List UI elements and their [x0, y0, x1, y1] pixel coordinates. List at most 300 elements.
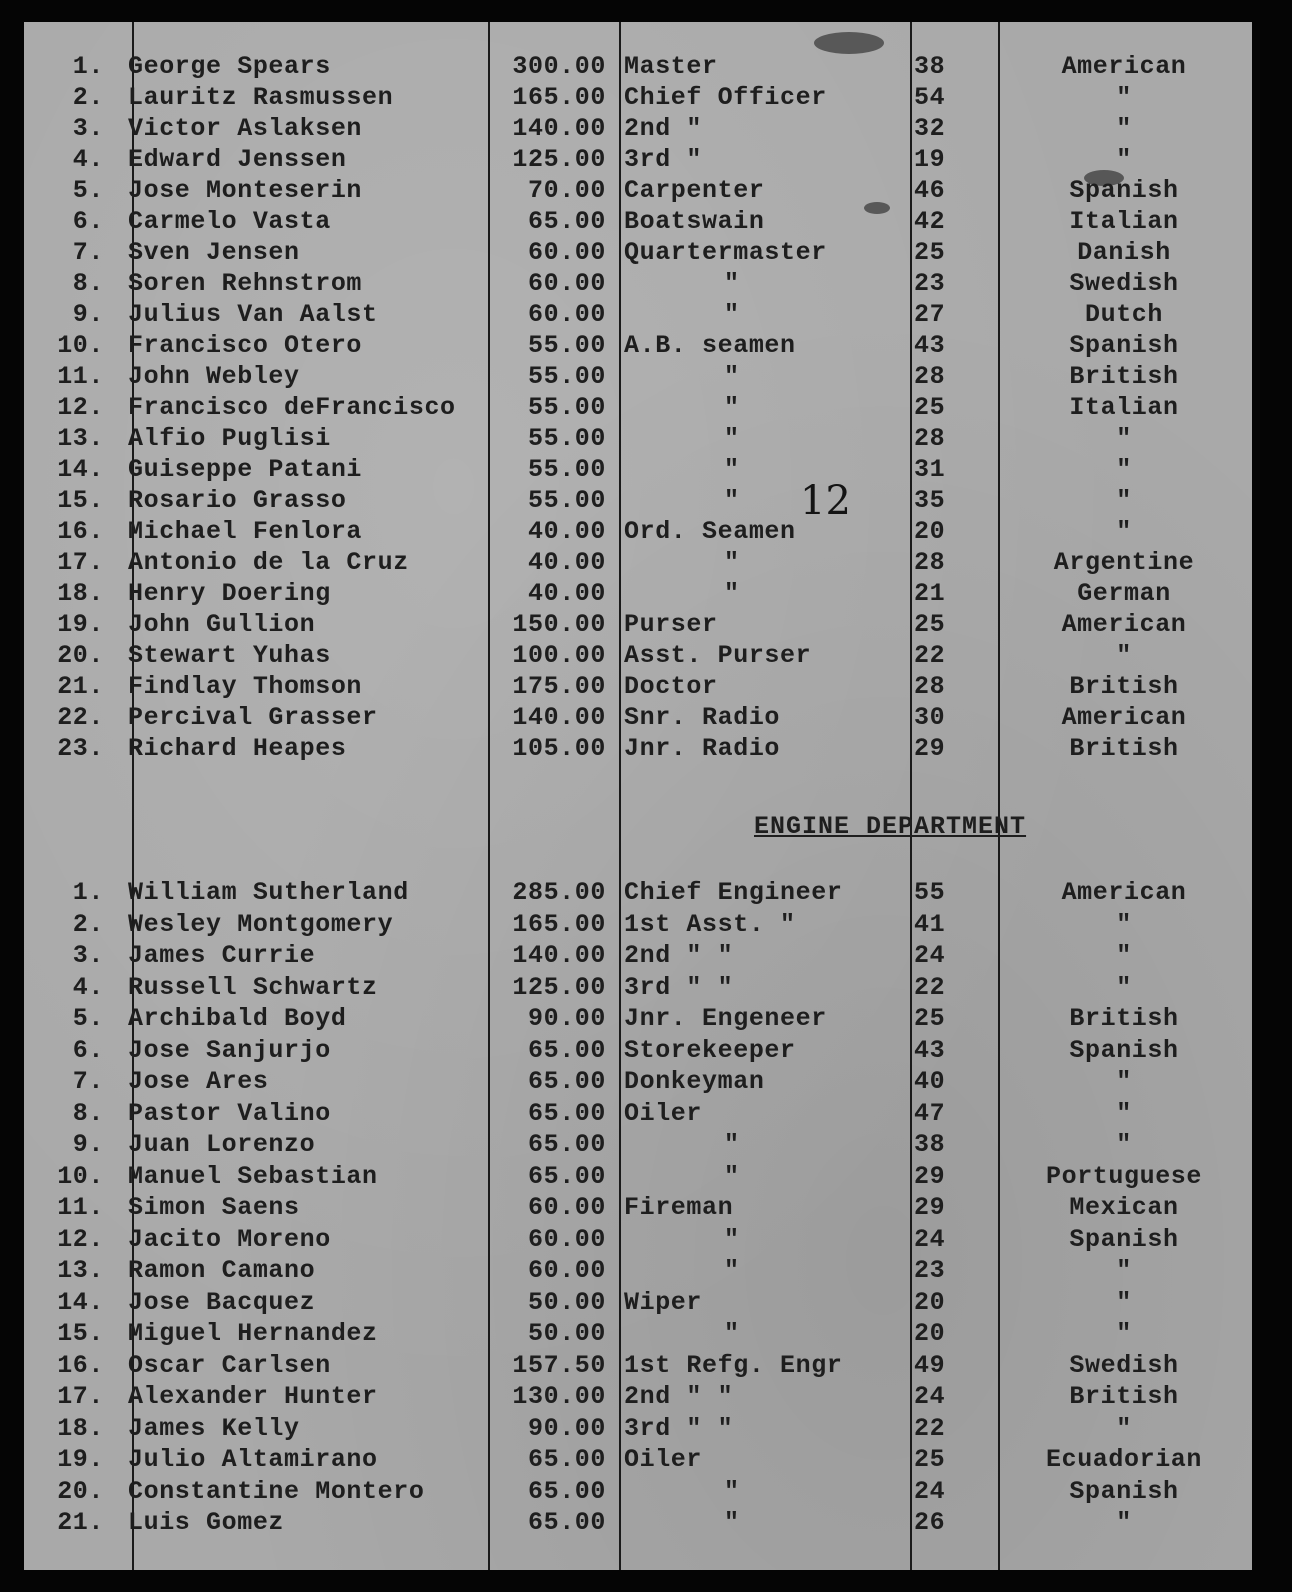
- crew-number: 14.: [57, 455, 104, 484]
- crew-row: [24, 579, 1252, 609]
- crew-nationality: ": [1116, 909, 1132, 939]
- crew-rating: Fireman: [624, 1193, 734, 1222]
- crew-name: Oscar Carlsen: [128, 1350, 331, 1380]
- crew-number: 2.: [72, 83, 104, 112]
- crew-name: Wesley Montgomery: [128, 909, 394, 939]
- crew-age: 22: [914, 972, 946, 1002]
- crew-rating: 3rd " ": [624, 1413, 734, 1443]
- crew-number: 12.: [57, 393, 104, 422]
- crew-number: 18.: [57, 579, 104, 608]
- crew-number: 19.: [57, 610, 104, 639]
- crew-age: 54: [914, 83, 946, 112]
- crew-number: 12.: [57, 1224, 104, 1254]
- crew-nationality: Danish: [1077, 238, 1171, 267]
- crew-age: 22: [914, 1413, 946, 1443]
- crew-row: [24, 269, 1252, 299]
- crew-name: Simon Saens: [128, 1193, 300, 1222]
- crew-row: [24, 1067, 1252, 1097]
- crew-rating: 2nd " ": [624, 1382, 734, 1411]
- crew-name: Alfio Puglisi: [128, 424, 331, 453]
- crew-nationality: ": [1116, 145, 1132, 174]
- crew-row: [24, 548, 1252, 578]
- crew-rating: ": [724, 1130, 740, 1159]
- crew-age: 38: [914, 1130, 946, 1159]
- crew-wage: 65.00: [527, 1508, 606, 1537]
- crew-nationality: British: [1069, 672, 1179, 701]
- crew-nationality: ": [1116, 517, 1132, 546]
- crew-nationality: Ecuadorian: [1045, 1445, 1203, 1474]
- crew-rating: Oiler: [624, 1445, 703, 1474]
- crew-row: [24, 1256, 1252, 1286]
- crew-rating: Chief Engineer: [624, 878, 843, 907]
- crew-number: 16.: [57, 517, 104, 546]
- crew-number: 11.: [57, 1193, 104, 1222]
- crew-wage: 65.00: [527, 1445, 606, 1474]
- crew-name: Francisco deFrancisco: [128, 393, 456, 422]
- crew-age: 25: [914, 238, 946, 267]
- crew-age: 55: [914, 878, 946, 907]
- crew-wage: 105.00: [512, 734, 606, 763]
- handwritten-page-number: 12: [800, 478, 851, 524]
- crew-number: 4.: [72, 145, 104, 174]
- crew-number: 21.: [57, 672, 104, 701]
- crew-row: [24, 517, 1252, 547]
- crew-row: [24, 393, 1252, 423]
- crew-age: 43: [914, 1035, 946, 1065]
- crew-rating: Donkeyman: [624, 1067, 765, 1096]
- crew-age: 24: [914, 941, 946, 970]
- crew-name: Russell Schwartz: [128, 972, 378, 1002]
- crew-nationality: ": [1116, 1067, 1132, 1096]
- crew-row: [24, 1445, 1252, 1475]
- crew-rating: Ord. Seamen: [624, 517, 796, 546]
- crew-nationality: ": [1116, 1256, 1132, 1285]
- crew-age: 49: [914, 1350, 946, 1380]
- crew-rating: ": [724, 455, 740, 484]
- crew-rating: Purser: [624, 610, 718, 639]
- crew-nationality: Mexican: [1069, 1193, 1179, 1222]
- crew-wage: 65.00: [527, 1161, 606, 1191]
- crew-number: 3.: [72, 114, 104, 143]
- crew-name: Jose Monteserin: [128, 176, 363, 205]
- crew-wage: 40.00: [527, 579, 606, 608]
- crew-nationality: Spanish: [1069, 1224, 1179, 1254]
- crew-wage: 90.00: [527, 1413, 606, 1443]
- crew-name: Victor Aslaksen: [128, 114, 363, 143]
- crew-rating: ": [724, 424, 740, 453]
- crew-wage: 65.00: [527, 1476, 606, 1506]
- crew-nationality: Italian: [1069, 207, 1179, 236]
- crew-wage: 60.00: [527, 300, 606, 329]
- crew-number: 13.: [57, 424, 104, 453]
- crew-wage: 55.00: [527, 486, 606, 515]
- crew-wage: 40.00: [527, 548, 606, 577]
- crew-nationality: ": [1116, 486, 1132, 515]
- crew-wage: 165.00: [512, 909, 606, 939]
- crew-age: 20: [914, 1287, 946, 1317]
- crew-row: [24, 114, 1252, 144]
- crew-wage: 130.00: [512, 1382, 606, 1411]
- crew-wage: 125.00: [512, 972, 606, 1002]
- crew-name: Antonio de la Cruz: [128, 548, 409, 577]
- crew-age: 24: [914, 1476, 946, 1506]
- crew-wage: 55.00: [527, 362, 606, 391]
- crew-row: [24, 207, 1252, 237]
- crew-rating: 2nd ": [624, 114, 703, 143]
- crew-wage: 65.00: [527, 1067, 606, 1096]
- crew-rating: Jnr. Engeneer: [624, 1004, 827, 1033]
- crew-rating: ": [724, 362, 740, 391]
- crew-number: 22.: [57, 703, 104, 732]
- crew-nationality: Spanish: [1069, 176, 1179, 205]
- crew-rating: Boatswain: [624, 207, 765, 236]
- crew-rating: Quartermaster: [624, 238, 827, 267]
- crew-nationality: ": [1116, 1098, 1132, 1128]
- crew-number: 21.: [57, 1508, 104, 1537]
- crew-wage: 50.00: [527, 1287, 606, 1317]
- crew-age: 20: [914, 517, 946, 546]
- crew-age: 29: [914, 734, 946, 763]
- crew-name: Carmelo Vasta: [128, 207, 331, 236]
- crew-rating: Chief Officer: [624, 83, 827, 112]
- crew-row: [24, 1036, 1252, 1066]
- crew-row: [24, 1288, 1252, 1318]
- crew-rating: ": [724, 1319, 740, 1348]
- crew-row: [24, 362, 1252, 392]
- crew-wage: 65.00: [527, 1130, 606, 1159]
- crew-nationality: ": [1116, 83, 1132, 112]
- crew-wage: 65.00: [527, 207, 606, 236]
- crew-nationality: American: [1061, 878, 1187, 907]
- crew-age: 32: [914, 114, 946, 143]
- crew-name: James Kelly: [128, 1413, 300, 1443]
- crew-name: William Sutherland: [128, 878, 409, 907]
- crew-age: 35: [914, 486, 946, 515]
- crew-age: 25: [914, 610, 946, 639]
- crew-nationality: Spanish: [1069, 331, 1179, 360]
- crew-wage: 55.00: [527, 455, 606, 484]
- crew-row: [24, 1477, 1252, 1507]
- crew-rating: ": [724, 269, 740, 298]
- crew-nationality: American: [1061, 703, 1187, 732]
- crew-nationality: British: [1069, 1004, 1179, 1033]
- crew-row: [24, 1382, 1252, 1412]
- crew-number: 5.: [72, 176, 104, 205]
- crew-age: 23: [914, 269, 946, 298]
- crew-name: Constantine Montero: [128, 1476, 425, 1506]
- crew-number: 15.: [57, 1319, 104, 1348]
- crew-name: Julio Altamirano: [128, 1445, 378, 1474]
- crew-rating: Carpenter: [624, 176, 765, 205]
- crew-number: 8.: [72, 269, 104, 298]
- crew-wage: 285.00: [512, 878, 606, 907]
- crew-row: [24, 703, 1252, 733]
- crew-row: [24, 672, 1252, 702]
- crew-row: [24, 1099, 1252, 1129]
- crew-rating: ": [724, 1161, 740, 1191]
- crew-name: Michael Fenlora: [128, 517, 363, 546]
- crew-name: Juan Lorenzo: [128, 1130, 316, 1159]
- crew-name: Lauritz Rasmussen: [128, 83, 394, 112]
- crew-age: 41: [914, 909, 946, 939]
- crew-name: Alexander Hunter: [128, 1382, 378, 1411]
- crew-list-sheet: [24, 22, 1252, 1570]
- crew-name: John Webley: [128, 362, 300, 391]
- crew-wage: 140.00: [512, 941, 606, 970]
- crew-rating: ": [724, 486, 740, 515]
- crew-age: 38: [914, 52, 946, 81]
- crew-age: 31: [914, 455, 946, 484]
- crew-age: 30: [914, 703, 946, 732]
- crew-nationality: Argentine: [1053, 548, 1195, 577]
- crew-row: [24, 52, 1252, 82]
- crew-age: 21: [914, 579, 946, 608]
- crew-number: 17.: [57, 1382, 104, 1411]
- crew-rating: Oiler: [624, 1098, 703, 1128]
- crew-row: [24, 610, 1252, 640]
- crew-wage: 60.00: [527, 238, 606, 267]
- crew-wage: 60.00: [527, 1224, 606, 1254]
- crew-nationality: ": [1116, 972, 1132, 1002]
- crew-row: [24, 1225, 1252, 1255]
- crew-rating: ": [724, 393, 740, 422]
- crew-row: [24, 878, 1252, 908]
- crew-name: Edward Jenssen: [128, 145, 347, 174]
- crew-age: 26: [914, 1508, 946, 1537]
- crew-number: 13.: [57, 1256, 104, 1285]
- crew-wage: 100.00: [512, 641, 606, 670]
- crew-name: Soren Rehnstrom: [128, 269, 363, 298]
- crew-age: 28: [914, 548, 946, 577]
- crew-number: 6.: [72, 1035, 104, 1065]
- crew-row: [24, 455, 1252, 485]
- crew-number: 1.: [72, 878, 104, 907]
- crew-name: Percival Grasser: [128, 703, 378, 732]
- crew-name: Archibald Boyd: [128, 1004, 347, 1033]
- crew-nationality: Swedish: [1069, 1350, 1179, 1380]
- crew-nationality: ": [1116, 424, 1132, 453]
- crew-age: 27: [914, 300, 946, 329]
- crew-row: [24, 1193, 1252, 1223]
- crew-wage: 60.00: [527, 1256, 606, 1285]
- crew-rating: Asst. Purser: [624, 641, 812, 670]
- crew-number: 11.: [57, 362, 104, 391]
- crew-wage: 140.00: [512, 703, 606, 732]
- crew-age: 20: [914, 1319, 946, 1348]
- crew-rating: Jnr. Radio: [624, 734, 781, 763]
- crew-wage: 300.00: [512, 52, 606, 81]
- crew-row: [24, 300, 1252, 330]
- crew-number: 14.: [57, 1287, 104, 1317]
- crew-number: 5.: [72, 1004, 104, 1033]
- crew-number: 23.: [57, 734, 104, 763]
- crew-name: James Currie: [128, 941, 316, 970]
- crew-row: [24, 1004, 1252, 1034]
- crew-name: Miguel Hernandez: [128, 1319, 378, 1348]
- crew-rating: ": [724, 1476, 740, 1506]
- crew-nationality: German: [1077, 579, 1171, 608]
- crew-wage: 125.00: [512, 145, 606, 174]
- crew-name: George Spears: [128, 52, 331, 81]
- crew-number: 20.: [57, 641, 104, 670]
- crew-wage: 150.00: [512, 610, 606, 639]
- engine-department-heading: ENGINE DEPARTMENT: [754, 812, 1027, 841]
- crew-wage: 55.00: [527, 393, 606, 422]
- crew-rating: ": [724, 300, 740, 329]
- crew-name: Jacito Moreno: [128, 1224, 331, 1254]
- crew-number: 4.: [72, 972, 104, 1002]
- crew-number: 20.: [57, 1476, 104, 1506]
- crew-rating: Doctor: [624, 672, 718, 701]
- crew-age: 25: [914, 1004, 946, 1033]
- crew-nationality: ": [1116, 1287, 1132, 1317]
- crew-rating: 2nd " ": [624, 941, 734, 970]
- crew-row: [24, 176, 1252, 206]
- crew-number: 8.: [72, 1098, 104, 1128]
- crew-number: 2.: [72, 909, 104, 939]
- crew-name: Ramon Camano: [128, 1256, 316, 1285]
- crew-rating: ": [724, 1508, 740, 1537]
- crew-number: 7.: [72, 1067, 104, 1096]
- crew-nationality: ": [1116, 1319, 1132, 1348]
- crew-row: [24, 1162, 1252, 1192]
- crew-age: 43: [914, 331, 946, 360]
- crew-row: [24, 424, 1252, 454]
- crew-age: 47: [914, 1098, 946, 1128]
- crew-age: 23: [914, 1256, 946, 1285]
- crew-wage: 40.00: [527, 517, 606, 546]
- crew-row: [24, 145, 1252, 175]
- crew-row: [24, 910, 1252, 940]
- crew-row: [24, 1508, 1252, 1538]
- crew-number: 6.: [72, 207, 104, 236]
- crew-rating: ": [724, 579, 740, 608]
- crew-row: [24, 331, 1252, 361]
- crew-nationality: British: [1069, 1382, 1179, 1411]
- crew-age: 29: [914, 1193, 946, 1222]
- ink-smudge: [814, 32, 884, 54]
- crew-rating: Master: [624, 52, 718, 81]
- crew-row: [24, 1414, 1252, 1444]
- crew-nationality: ": [1116, 114, 1132, 143]
- crew-age: 40: [914, 1067, 946, 1096]
- crew-age: 28: [914, 672, 946, 701]
- crew-nationality: ": [1116, 941, 1132, 970]
- crew-number: 16.: [57, 1350, 104, 1380]
- crew-name: Manuel Sebastian: [128, 1161, 378, 1191]
- crew-rating: 3rd " ": [624, 972, 734, 1002]
- crew-nationality: Portuguese: [1045, 1161, 1203, 1191]
- crew-name: Henry Doering: [128, 579, 331, 608]
- crew-wage: 70.00: [527, 176, 606, 205]
- crew-nationality: ": [1116, 455, 1132, 484]
- crew-nationality: American: [1061, 52, 1187, 81]
- crew-nationality: American: [1061, 610, 1187, 639]
- crew-wage: 65.00: [527, 1035, 606, 1065]
- crew-rating: Snr. Radio: [624, 703, 781, 732]
- crew-wage: 140.00: [512, 114, 606, 143]
- crew-nationality: Dutch: [1084, 300, 1163, 329]
- crew-wage: 175.00: [512, 672, 606, 701]
- crew-row: [24, 734, 1252, 764]
- crew-name: Richard Heapes: [128, 734, 347, 763]
- crew-age: 29: [914, 1161, 946, 1191]
- crew-age: 46: [914, 176, 946, 205]
- crew-number: 3.: [72, 941, 104, 970]
- crew-number: 9.: [72, 1130, 104, 1159]
- crew-name: Julius Van Aalst: [128, 300, 378, 329]
- crew-age: 28: [914, 424, 946, 453]
- crew-nationality: ": [1116, 641, 1132, 670]
- crew-age: 22: [914, 641, 946, 670]
- crew-number: 7.: [72, 238, 104, 267]
- crew-rating: ": [724, 1256, 740, 1285]
- crew-name: Francisco Otero: [128, 331, 363, 360]
- crew-row: [24, 973, 1252, 1003]
- crew-nationality: Spanish: [1069, 1476, 1179, 1506]
- crew-row: [24, 238, 1252, 268]
- crew-nationality: ": [1116, 1413, 1132, 1443]
- crew-number: 17.: [57, 548, 104, 577]
- crew-name: Pastor Valino: [128, 1098, 331, 1128]
- crew-row: [24, 1351, 1252, 1381]
- crew-name: Jose Bacquez: [128, 1287, 316, 1317]
- crew-rating: 1st Asst. ": [624, 909, 796, 939]
- crew-wage: 60.00: [527, 269, 606, 298]
- crew-name: Sven Jensen: [128, 238, 300, 267]
- crew-rating: A.B. seamen: [624, 331, 796, 360]
- crew-nationality: British: [1069, 734, 1179, 763]
- crew-age: 24: [914, 1382, 946, 1411]
- crew-nationality: Italian: [1069, 393, 1179, 422]
- crew-age: 28: [914, 362, 946, 391]
- crew-name: Jose Sanjurjo: [128, 1035, 331, 1065]
- crew-wage: 55.00: [527, 331, 606, 360]
- crew-wage: 157.50: [512, 1350, 606, 1380]
- crew-row: [24, 641, 1252, 671]
- crew-wage: 50.00: [527, 1319, 606, 1348]
- crew-nationality: Spanish: [1069, 1035, 1179, 1065]
- crew-age: 25: [914, 1445, 946, 1474]
- crew-number: 1.: [72, 52, 104, 81]
- crew-row: [24, 1130, 1252, 1160]
- crew-wage: 90.00: [527, 1004, 606, 1033]
- crew-row: [24, 486, 1252, 516]
- crew-number: 19.: [57, 1445, 104, 1474]
- crew-number: 18.: [57, 1413, 104, 1443]
- crew-nationality: Swedish: [1069, 269, 1179, 298]
- crew-age: 24: [914, 1224, 946, 1254]
- crew-name: Findlay Thomson: [128, 672, 363, 701]
- crew-number: 15.: [57, 486, 104, 515]
- crew-name: Jose Ares: [128, 1067, 269, 1096]
- crew-name: Luis Gomez: [128, 1508, 285, 1537]
- crew-rating: Wiper: [624, 1287, 703, 1317]
- crew-wage: 60.00: [527, 1193, 606, 1222]
- crew-rating: ": [724, 1224, 740, 1254]
- crew-nationality: ": [1116, 1130, 1132, 1159]
- crew-rating: 3rd ": [624, 145, 703, 174]
- crew-row: [24, 941, 1252, 971]
- crew-wage: 165.00: [512, 83, 606, 112]
- crew-name: John Gullion: [128, 610, 316, 639]
- crew-age: 25: [914, 393, 946, 422]
- crew-number: 10.: [57, 331, 104, 360]
- crew-number: 9.: [72, 300, 104, 329]
- crew-rating: Storekeeper: [624, 1035, 796, 1065]
- crew-age: 19: [914, 145, 946, 174]
- crew-number: 10.: [57, 1161, 104, 1191]
